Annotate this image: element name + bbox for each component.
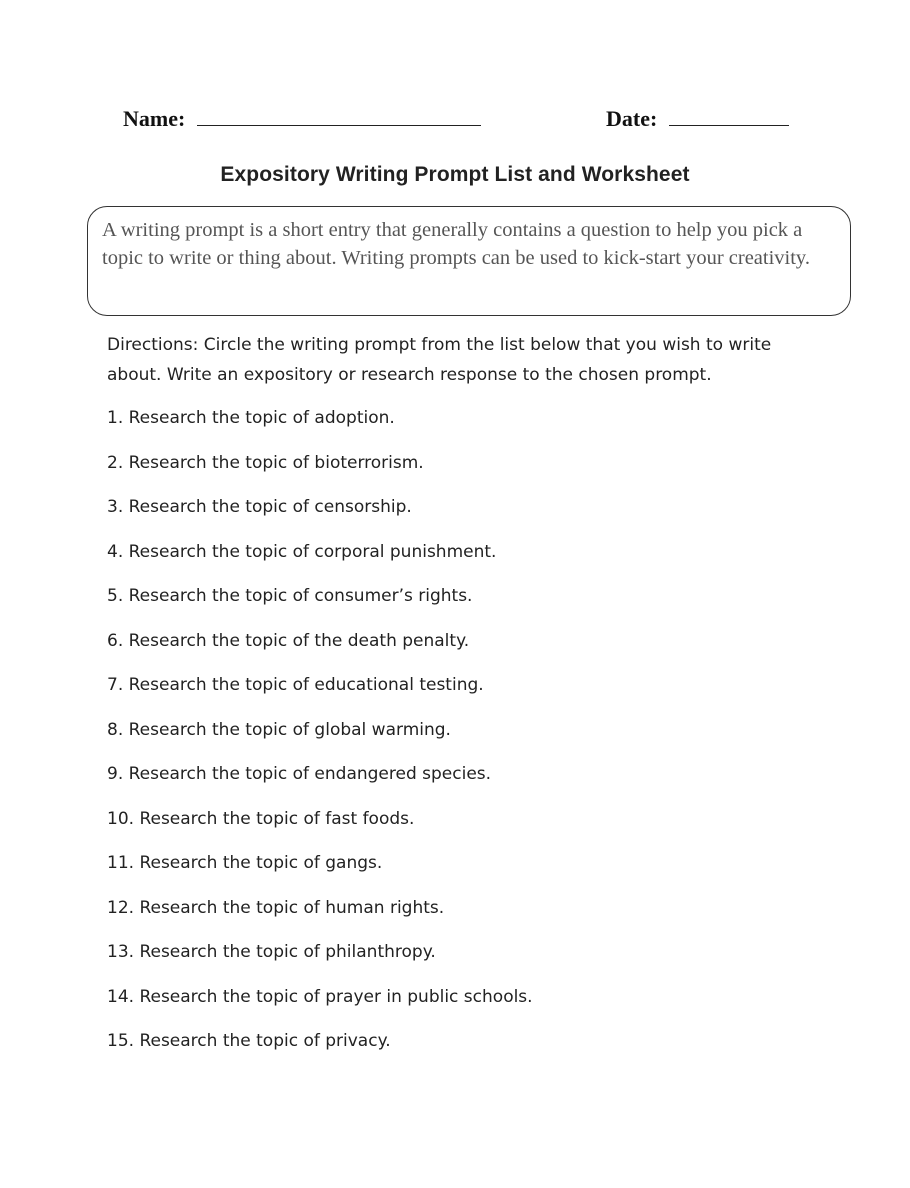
directions-text: Directions: Circle the writing prompt from the list below that you wish to write about. Write an expository or research response to the chosen prompt.	[107, 335, 772, 385]
prompt-item: 6. Research the topic of the death penalty.	[107, 630, 470, 651]
prompt-item: 15. Research the topic of privacy.	[107, 1031, 391, 1051]
prompt-item: 14. Research the topic of prayer in public schools.	[107, 986, 533, 1007]
prompt-list	[107, 405, 807, 1073]
prompt-item: 11. Research the topic of gangs.	[107, 853, 383, 873]
page-title: Expository Writing Prompt List and Worksheet	[220, 163, 690, 186]
intro-box: A writing prompt is a short entry that generally contains a question to help you pick a topic to write or thing about. Writing prompts can be used to kick-start your creativity.	[87, 206, 851, 316]
date-blank-line[interactable]	[669, 107, 789, 126]
prompt-item: 7. Research the topic of educational testing.	[107, 675, 484, 695]
prompt-item: 3. Research the topic of censorship.	[107, 497, 412, 517]
name-blank-line[interactable]	[197, 107, 481, 126]
prompt-item: 9. Research the topic of endangered species.	[107, 764, 492, 784]
name-label: Name:	[123, 106, 186, 131]
date-field	[606, 106, 789, 132]
prompt-item: 13. Research the topic of philanthropy.	[107, 942, 436, 962]
prompt-item: 2. Research the topic of bioterrorism.	[107, 452, 424, 473]
prompt-item: 8. Research the topic of global warming.	[107, 719, 451, 740]
prompt-item: 10. Research the topic of fast foods.	[107, 808, 415, 829]
date-label: Date:	[606, 106, 658, 131]
prompt-item: 12. Research the topic of human rights.	[107, 897, 445, 918]
prompt-item: 4. Research the topic of corporal punishment.	[107, 541, 497, 562]
name-field	[123, 106, 481, 132]
prompt-item: 1. Research the topic of adoption.	[107, 408, 395, 428]
prompt-item: 5. Research the topic of consumer’s rights.	[107, 586, 473, 606]
header-row	[0, 104, 910, 138]
